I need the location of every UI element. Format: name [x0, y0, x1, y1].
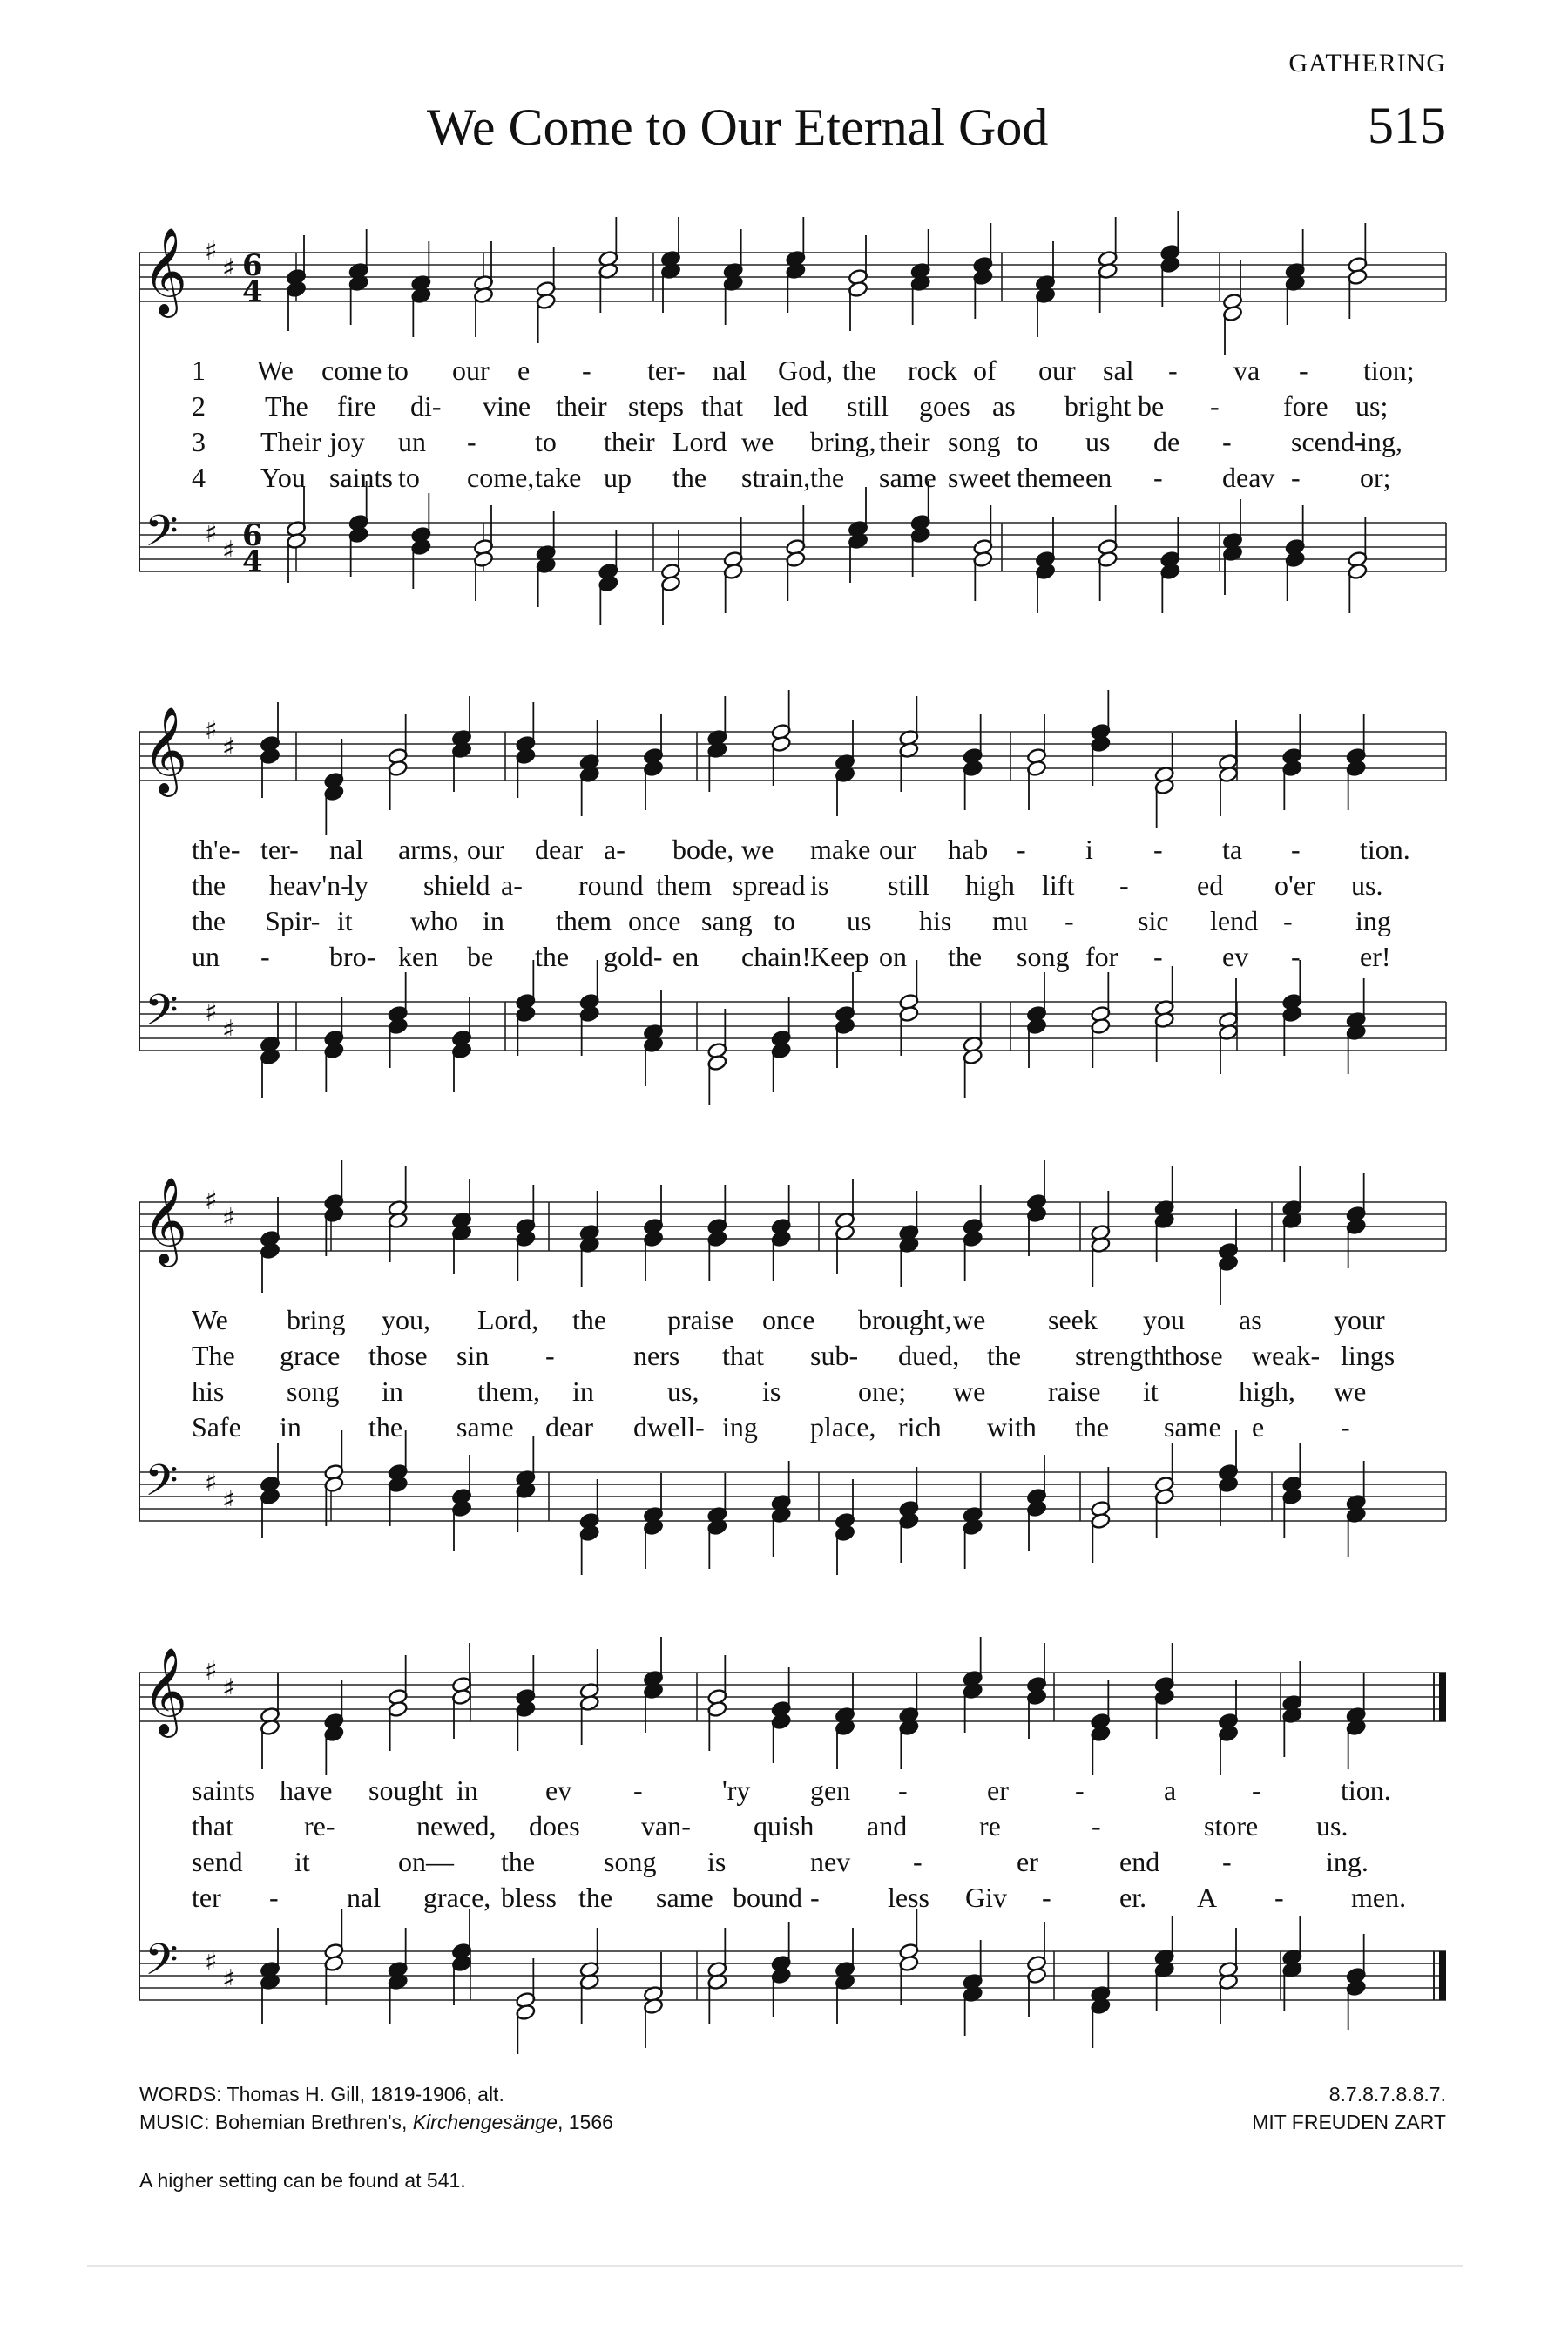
lyric-syllable: and — [867, 1810, 908, 1842]
lyric-syllable: to — [535, 426, 557, 457]
lyric-syllable: same — [656, 1882, 713, 1913]
sharp-icon: ♯ — [222, 1964, 235, 1995]
lyric-syllable: saints — [329, 462, 393, 493]
lyric-syllable: rock — [908, 355, 957, 386]
lyric-syllable: them — [656, 869, 712, 901]
lyric-syllable: be — [1138, 390, 1165, 422]
lyric-syllable: a — [1164, 1774, 1177, 1806]
lyric-syllable: led — [774, 390, 808, 422]
lyric-syllable: to — [398, 462, 420, 493]
lyric-syllable: the — [948, 941, 983, 972]
lyric-syllable: still — [888, 869, 930, 901]
lyric-syllable: - — [1153, 834, 1163, 865]
lyric-syllable: The — [192, 1340, 235, 1371]
lyric-syllable: them — [556, 905, 612, 936]
lyric-syllable: sweet — [948, 462, 1011, 493]
lyric-syllable: - — [260, 941, 270, 972]
lyric-syllable: high, — [1239, 1375, 1295, 1407]
lyric-syllable: we — [953, 1375, 986, 1407]
lyric-syllable: - — [1075, 1774, 1085, 1806]
sharp-icon: ♯ — [205, 1468, 218, 1498]
lyric-syllable: ter- — [260, 834, 299, 865]
lyric-syllable: Spir- — [265, 905, 321, 936]
sharp-icon: ♯ — [222, 253, 235, 284]
lyric-syllable: dued, — [898, 1340, 960, 1371]
lyric-syllable: our — [467, 834, 504, 865]
six-four-time-icon: 4 — [242, 544, 263, 579]
final-barline — [1439, 1951, 1446, 2000]
lyric-syllable: - — [1153, 462, 1163, 493]
lyric-syllable: ev — [545, 1774, 572, 1806]
lyric-syllable: men. — [1351, 1882, 1407, 1913]
lyric-syllable: steps — [628, 390, 684, 422]
lyric-syllable: same — [879, 462, 936, 493]
lyric-syllable: - — [1092, 1810, 1101, 1842]
lyric-syllable: hab — [948, 834, 989, 865]
lyric-syllable: come, — [467, 462, 535, 493]
lyric-syllable: grace — [280, 1340, 341, 1371]
lyric-syllable: - — [1222, 426, 1232, 457]
lyric-syllable: th'e- — [192, 834, 240, 865]
lyric-syllable: us — [847, 905, 872, 936]
footer-credits — [139, 2080, 613, 2136]
sharp-icon: ♯ — [205, 236, 218, 267]
lyric-syllable: nal — [347, 1882, 382, 1913]
lyric-syllable: weak- — [1252, 1340, 1321, 1371]
lyric-syllable: is — [810, 869, 829, 901]
music-system-3 — [139, 1159, 1446, 1612]
lyric-syllable: 2 — [192, 390, 206, 422]
music-system-2 — [139, 688, 1446, 1141]
sharp-icon: ♯ — [205, 1656, 218, 1686]
lyric-syllable: - — [269, 1882, 279, 1913]
music-system-4 — [139, 1629, 1446, 2065]
lyric-syllable: bright — [1064, 390, 1132, 422]
lyric-syllable: them, — [477, 1375, 540, 1407]
lyric-syllable: store — [1204, 1810, 1259, 1842]
lyric-syllable: tion. — [1360, 834, 1410, 865]
music-credit-source: Kirchengesänge — [412, 2111, 558, 2133]
lyric-syllable: nal — [713, 355, 747, 386]
lyric-syllable: his — [192, 1375, 225, 1407]
six-four-time-icon: 4 — [242, 274, 263, 309]
lyric-syllable: us. — [1316, 1810, 1348, 1842]
lyric-syllable: up — [604, 462, 632, 493]
lyric-syllable: va — [1233, 355, 1260, 386]
sharp-icon: ♯ — [205, 518, 218, 549]
lyric-syllable: those — [1164, 1340, 1223, 1371]
final-barline — [1439, 1673, 1446, 1721]
lyric-syllable: un — [398, 426, 426, 457]
lyric-syllable: place, — [810, 1411, 876, 1443]
lyric-syllable: sub- — [810, 1340, 859, 1371]
bass-clef-icon: 𝄢 — [145, 1935, 179, 1996]
lyric-syllable: 4 — [192, 462, 206, 493]
treble-clef-icon: 𝄞 — [143, 706, 187, 794]
sharp-icon: ♯ — [222, 1015, 235, 1045]
lyric-syllable: our — [879, 834, 916, 865]
lyric-syllable: we — [953, 1304, 986, 1335]
lyric-syllable: mu — [992, 905, 1028, 936]
lyric-syllable: we — [1334, 1375, 1367, 1407]
bass-clef-icon: 𝄢 — [145, 1456, 179, 1517]
lyric-syllable: lend — [1210, 905, 1259, 936]
lyric-syllable: be — [467, 941, 494, 972]
lyric-syllable: Lord, — [477, 1304, 539, 1335]
hymn-number: 515 — [1368, 97, 1446, 154]
staff-notation — [139, 1629, 1446, 2082]
lyric-syllable: less — [888, 1882, 929, 1913]
lyric-syllable: song — [948, 426, 1001, 457]
lyric-syllable: fire — [337, 390, 376, 422]
lyric-syllable: end — [1119, 1846, 1160, 1877]
lyric-syllable: dear — [535, 834, 584, 865]
lyric-syllable: en — [1085, 462, 1112, 493]
lyric-syllable: we — [741, 834, 774, 865]
lyric-syllable: - — [545, 1340, 555, 1371]
lyric-syllable: ing — [1355, 905, 1391, 936]
lyric-syllable: goes — [919, 390, 970, 422]
lyric-syllable: once — [762, 1304, 815, 1335]
lyric-syllable: - — [1291, 834, 1301, 865]
lyric-syllable: ners — [633, 1340, 680, 1371]
lyric-syllable: - — [1341, 1411, 1350, 1443]
sharp-icon: ♯ — [205, 715, 218, 746]
lyric-syllable: You — [260, 462, 306, 493]
lyric-syllable: his — [919, 905, 952, 936]
lyric-syllable: same — [456, 1411, 514, 1443]
lyric-syllable: sang — [701, 905, 753, 936]
lyric-syllable: ter- — [647, 355, 686, 386]
lyric-syllable: lings — [1341, 1340, 1396, 1371]
lyric-syllable: We — [192, 1304, 228, 1335]
lyric-syllable: round — [578, 869, 644, 901]
lyric-syllable: their — [879, 426, 930, 457]
sharp-icon: ♯ — [222, 536, 235, 566]
lyric-syllable: is — [707, 1846, 727, 1877]
lyric-syllable: to — [774, 905, 795, 936]
lyric-syllable: - — [913, 1846, 923, 1877]
lyric-syllable: 'ry — [722, 1774, 751, 1806]
lyric-syllable: ing, — [1360, 426, 1402, 457]
treble-clef-icon: 𝄞 — [143, 1177, 187, 1264]
treble-clef-icon: 𝄞 — [143, 227, 187, 314]
lyric-syllable: - — [633, 1774, 643, 1806]
lyric-syllable: dear — [545, 1411, 594, 1443]
section-label: GATHERING — [1288, 49, 1446, 78]
lyric-syllable: it — [1143, 1375, 1159, 1407]
lyric-syllable: arms, — [398, 834, 460, 865]
lyric-syllable: us; — [1355, 390, 1389, 422]
lyric-syllable: bound — [733, 1882, 802, 1913]
lyric-syllable: er — [987, 1774, 1009, 1806]
lyric-syllable: re — [979, 1810, 1001, 1842]
lyric-syllable: it — [294, 1846, 310, 1877]
treble-clef-icon: 𝄞 — [143, 1647, 187, 1734]
lyric-syllable: chain! — [741, 941, 811, 972]
lyric-syllable: bless — [501, 1882, 557, 1913]
music-credit-prefix: MUSIC: Bohemian Brethren's, — [139, 2111, 413, 2133]
lyric-syllable: in — [572, 1375, 594, 1407]
lyric-syllable: is — [762, 1375, 781, 1407]
lyric-syllable: joy — [329, 426, 365, 457]
lyric-syllable: as — [992, 390, 1016, 422]
lyric-syllable: ly — [347, 869, 368, 901]
lyric-syllable: the — [672, 462, 707, 493]
lyric-syllable: gold- — [604, 941, 663, 972]
lyric-syllable: dwell- — [633, 1411, 705, 1443]
lyric-syllable: the — [192, 905, 226, 936]
lyric-syllable: you, — [382, 1304, 430, 1335]
lyric-syllable: seek — [1048, 1304, 1098, 1335]
lyric-syllable: - — [1222, 1846, 1232, 1877]
lyric-syllable: the — [572, 1304, 607, 1335]
lyric-syllable: - — [1291, 462, 1301, 493]
lyric-syllable: de — [1153, 426, 1180, 457]
lyric-syllable: song — [287, 1375, 340, 1407]
lyric-syllable: have — [280, 1774, 333, 1806]
lyric-syllable: 1 — [192, 355, 206, 386]
lyric-syllable: to — [387, 355, 409, 386]
six-four-time-icon: 6 — [242, 518, 263, 553]
lyric-syllable: that — [701, 390, 743, 422]
lyric-syllable: e — [517, 355, 531, 386]
lyric-syllable: strain, — [741, 462, 811, 493]
lyric-syllable: Safe — [192, 1411, 241, 1443]
lyric-syllable: o'er — [1274, 869, 1315, 901]
lyric-syllable: ken — [398, 941, 439, 972]
lyric-syllable: same — [1164, 1411, 1221, 1443]
lyric-syllable: - — [1119, 869, 1129, 901]
lyric-syllable: tion; — [1363, 355, 1415, 386]
lyric-syllable: the — [535, 941, 570, 972]
lyric-syllable: Lord — [672, 426, 727, 457]
lyric-syllable: di- — [410, 390, 442, 422]
lyric-syllable: - — [1274, 1882, 1284, 1913]
lyric-syllable: the — [810, 462, 845, 493]
lyric-syllable: van- — [641, 1810, 691, 1842]
lyric-syllable: sic — [1138, 905, 1169, 936]
sharp-icon: ♯ — [205, 1186, 218, 1216]
lyric-syllable: bring — [287, 1304, 346, 1335]
lyric-syllable: ter — [192, 1882, 221, 1913]
lyric-syllable: or; — [1360, 462, 1391, 493]
lyric-syllable: our — [1038, 355, 1076, 386]
lyric-syllable: raise — [1048, 1375, 1101, 1407]
lyric-syllable: one; — [858, 1375, 907, 1407]
lyric-syllable: we — [741, 426, 774, 457]
music-credit — [139, 2108, 613, 2136]
lyric-syllable: - — [1168, 355, 1178, 386]
lyric-syllable: to — [1017, 426, 1038, 457]
lyric-syllable: re- — [304, 1810, 335, 1842]
sharp-icon: ♯ — [222, 1203, 235, 1233]
lyric-syllable: - — [1017, 834, 1026, 865]
lyric-syllable: their — [604, 426, 655, 457]
lyric-syllable: theme — [1017, 462, 1085, 493]
lyric-syllable: er — [1017, 1846, 1038, 1877]
lyric-syllable: The — [265, 390, 308, 422]
lyric-syllable: a- — [604, 834, 625, 865]
footer-tune-info — [1252, 2080, 1446, 2136]
lyric-syllable: er. — [1119, 1882, 1147, 1913]
lyric-syllable: rich — [898, 1411, 942, 1443]
lyric-syllable: our — [452, 355, 490, 386]
lyric-syllable: us, — [667, 1375, 700, 1407]
lyric-syllable: er! — [1360, 941, 1391, 972]
page-title: We Come to Our Eternal God — [427, 98, 1049, 156]
lyric-syllable: bode, — [672, 834, 734, 865]
lyric-syllable: you — [1143, 1304, 1185, 1335]
lyric-syllable: brought, — [858, 1304, 952, 1335]
lyric-syllable: fore — [1283, 390, 1328, 422]
lyric-syllable: spread — [733, 869, 806, 901]
lyric-syllable: vine — [483, 390, 531, 422]
lyric-syllable: bro- — [329, 941, 376, 972]
lyric-syllable: - — [1153, 941, 1163, 972]
lyric-syllable: en — [672, 941, 700, 972]
bass-clef-icon: 𝄢 — [145, 985, 179, 1046]
lyric-syllable: it — [337, 905, 353, 936]
lyric-syllable: gen — [810, 1774, 851, 1806]
lyric-syllable: their — [556, 390, 607, 422]
lyric-syllable: newed, — [416, 1810, 497, 1842]
lyric-syllable: quish — [754, 1810, 814, 1842]
lyric-syllable: - — [1252, 1774, 1261, 1806]
lyric-syllable: a- — [501, 869, 523, 901]
lyric-syllable: lift — [1042, 869, 1075, 901]
lyric-syllable: who — [410, 905, 459, 936]
lyric-syllable: once — [628, 905, 681, 936]
lyric-syllable: the — [842, 355, 877, 386]
lyric-syllable: with — [987, 1411, 1037, 1443]
lyric-syllable: sin — [456, 1340, 490, 1371]
lyric-syllable: sought — [368, 1774, 443, 1806]
lyric-syllable: bring, — [810, 426, 876, 457]
lyric-syllable: as — [1239, 1304, 1262, 1335]
lyric-syllable: for — [1085, 941, 1119, 972]
lyric-syllable: i — [1085, 834, 1093, 865]
lyric-syllable: - — [467, 426, 476, 457]
lyric-syllable: the — [192, 869, 226, 901]
lyric-syllable: strength — [1075, 1340, 1166, 1371]
bass-clef-icon: 𝄢 — [145, 506, 179, 567]
lyric-syllable: high — [965, 869, 1015, 901]
lyric-syllable: send — [192, 1846, 243, 1877]
lyric-syllable: that — [722, 1340, 764, 1371]
lyric-syllable: on — [879, 941, 907, 972]
lyric-syllable: Giv — [965, 1882, 1007, 1913]
lyric-syllable: the — [987, 1340, 1022, 1371]
lyric-syllable: Their — [260, 426, 321, 457]
lyric-syllable: in — [483, 905, 504, 936]
lyric-syllable: ed — [1197, 869, 1224, 901]
six-four-time-icon: 6 — [242, 248, 263, 283]
lyric-syllable: e — [1252, 1411, 1265, 1443]
music-system-1 — [139, 200, 1446, 653]
lyric-syllable: that — [192, 1810, 233, 1842]
sharp-icon: ♯ — [205, 1947, 218, 1977]
lyric-syllable: We — [257, 355, 294, 386]
lyric-syllable: 3 — [192, 426, 206, 457]
lyric-syllable: ing. — [1326, 1846, 1369, 1877]
lyric-syllable: ta — [1222, 834, 1243, 865]
sharp-icon: ♯ — [205, 997, 218, 1028]
lyric-syllable: song — [1017, 941, 1070, 972]
lyric-syllable: Keep — [810, 941, 869, 972]
lyric-syllable: of — [973, 355, 997, 386]
lyric-syllable: in — [456, 1774, 478, 1806]
lyric-syllable: us — [1085, 426, 1111, 457]
music-credit-year: , 1566 — [557, 2111, 613, 2133]
lyric-syllable: - — [582, 355, 591, 386]
lyric-syllable: A — [1197, 1882, 1218, 1913]
lyric-syllable: the — [578, 1882, 613, 1913]
lyric-syllable: take — [535, 462, 582, 493]
tune-name: MIT FREUDEN ZART — [1252, 2111, 1446, 2133]
lyric-syllable: shield — [423, 869, 490, 901]
lyric-syllable: un — [192, 941, 220, 972]
lyric-syllable: those — [368, 1340, 428, 1371]
meter: 8.7.8.7.8.8.7. — [1328, 2083, 1446, 2105]
lyric-syllable: tion. — [1341, 1774, 1391, 1806]
lyric-syllable: make — [810, 834, 871, 865]
lyric-syllable: nal — [329, 834, 364, 865]
lyric-syllable: in — [280, 1411, 301, 1443]
lyric-syllable: sal — [1103, 355, 1134, 386]
sharp-icon: ♯ — [222, 1673, 235, 1704]
lyric-syllable: - — [1291, 941, 1301, 972]
lyric-syllable: us. — [1351, 869, 1383, 901]
lyric-syllable: God, — [778, 355, 834, 386]
lyric-syllable: - — [1283, 905, 1293, 936]
footer-note: A higher setting can be found at 541. — [139, 2169, 466, 2192]
lyric-syllable: - — [810, 1882, 820, 1913]
lyric-syllable: nev — [810, 1846, 851, 1877]
lyric-syllable: - — [1064, 905, 1074, 936]
lyric-syllable: the — [368, 1411, 403, 1443]
lyric-syllable: the — [1075, 1411, 1110, 1443]
lyric-syllable: deav — [1222, 462, 1275, 493]
lyric-syllable: the — [501, 1846, 536, 1877]
lyric-syllable: song — [604, 1846, 657, 1877]
lyric-syllable: ing — [722, 1411, 758, 1443]
bottom-rule — [87, 2265, 1463, 2267]
lyric-syllable: - — [1042, 1882, 1051, 1913]
lyric-syllable: saints — [192, 1774, 255, 1806]
sharp-icon: ♯ — [222, 1485, 235, 1516]
words-credit: WORDS: Thomas H. Gill, 1819-1906, alt. — [139, 2083, 504, 2105]
lyric-syllable: praise — [667, 1304, 734, 1335]
lyric-syllable: come — [321, 355, 382, 386]
lyric-syllable: ev — [1222, 941, 1249, 972]
lyric-syllable: grace, — [423, 1882, 491, 1913]
lyric-syllable: heav'n- — [269, 869, 350, 901]
lyric-syllable: - — [1210, 390, 1220, 422]
lyric-syllable: your — [1334, 1304, 1385, 1335]
lyric-syllable: - — [1299, 355, 1308, 386]
lyric-syllable: still — [847, 390, 889, 422]
lyric-syllable: on— — [398, 1846, 454, 1877]
lyric-syllable: in — [382, 1375, 403, 1407]
sharp-icon: ♯ — [222, 733, 235, 763]
lyric-syllable: - — [898, 1774, 908, 1806]
lyric-syllable: scend- — [1291, 426, 1364, 457]
lyric-syllable: does — [529, 1810, 580, 1842]
